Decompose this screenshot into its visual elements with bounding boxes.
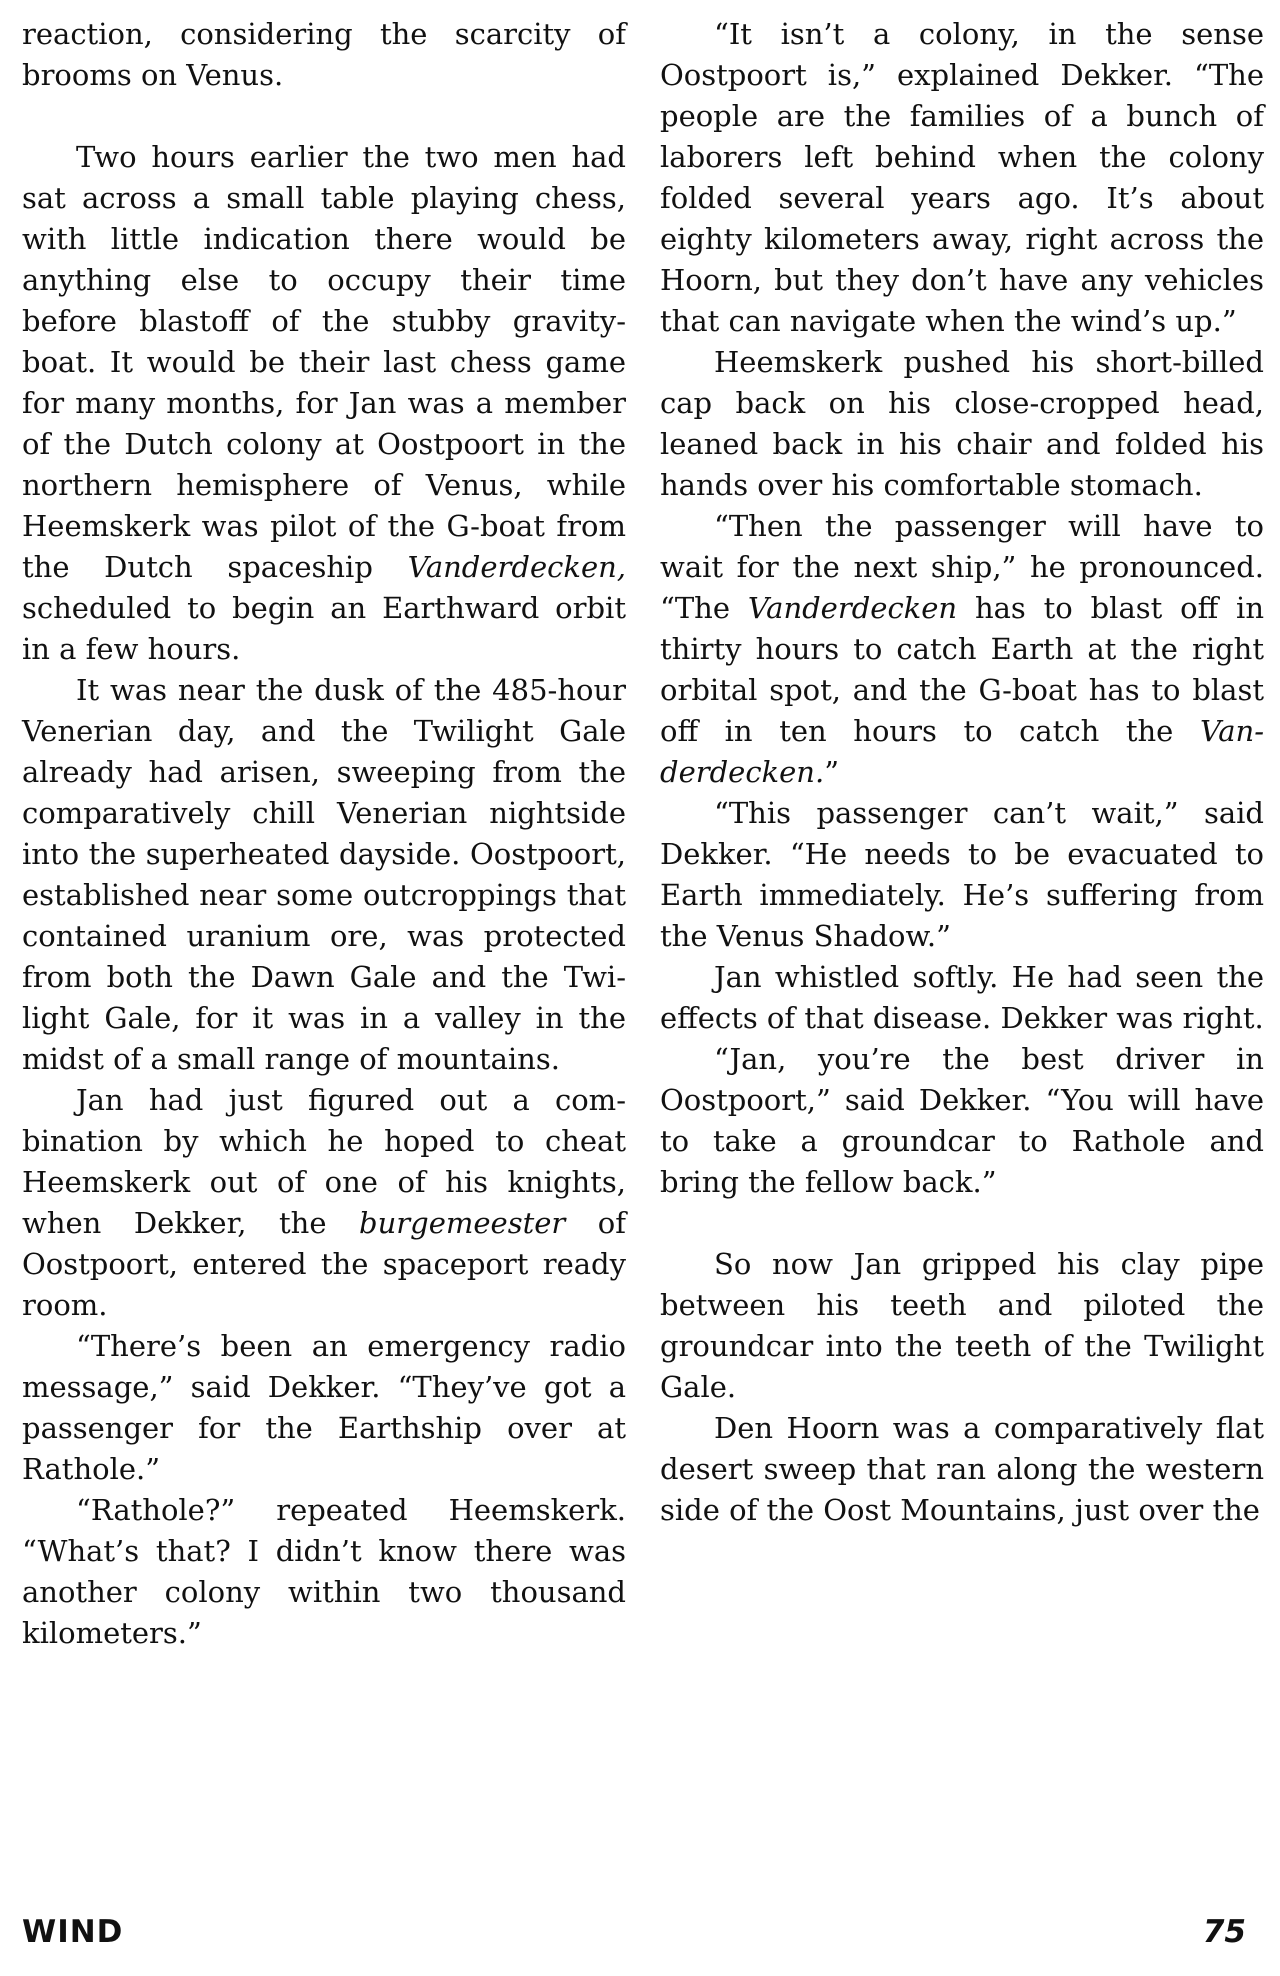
paragraph: reaction, considering the scarcity of brooms on Venus.: [22, 17, 626, 92]
paragraph: Den Hoorn was a comparatively flat desert sweep that ran along the western side of the Oost Mountains, just over the: [660, 1411, 1264, 1527]
paragraph: “Then the passenger will have to wait for the next ship,” he pronounced. “The Vanderdecken has to blast off in thirty hours to catch Earth at the right orbital spot, and the G-boat has to blast off in ten hours to catch the Vanderdecken.”: [660, 509, 1265, 789]
paragraph: Jan whistled softly. He had seen the effects of that disease. Dekker was right.: [660, 960, 1264, 1035]
running-footer-title: WIND: [22, 1914, 124, 1950]
section-break: [22, 96, 626, 137]
page-footer: [22, 1914, 1246, 1958]
section-break: [660, 1203, 1264, 1244]
paragraph: “Jan, you’re the best driver in Oostpoort,” said Dekker. “You will have to take a groundcar to Rathole and bring the fellow back.”: [660, 1042, 1264, 1199]
paragraph: “There’s been an emergency radio message,” said Dekker. “They’ve got a passenger for the Earthship over at Rathole.”: [22, 1329, 626, 1486]
left-column: [22, 14, 626, 1654]
right-column: [660, 14, 1264, 1531]
paragraph: Jan had just figured out a combination by which he hoped to cheat Heemskerk out of one of his knights, when Dekker, the burgemeester of Oostpoort, entered the spaceport ready room.: [22, 1083, 626, 1322]
page-number: 75: [1202, 1914, 1246, 1950]
paragraph: “Rathole?” repeated Heemskerk. “What’s that? I didn’t know there was another colony within two thousand kilometers.”: [22, 1493, 626, 1650]
paragraph: “This passenger can’t wait,” said Dekker. “He needs to be evacuated to Earth immediately. He’s suffering from the Venus Shadow.”: [660, 796, 1264, 953]
paragraph: So now Jan gripped his clay pipe between his teeth and piloted the groundcar into the teeth of the Twilight Gale.: [660, 1247, 1264, 1404]
paragraph: Heemskerk pushed his short-billed cap back on his close-cropped head, leaned back in his chair and folded his hands over his comfortable stomach.: [660, 345, 1264, 502]
paragraph: It was near the dusk of the 485-hour Venerian day, and the Twilight Gale already had arisen, sweeping from the comparatively chill Venerian nightside into the superheated dayside. Oostpoort, established near some outcroppings that contained uranium ore, was protected from both the Dawn Gale and the Twilight Gale, for it was in a valley in the midst of a small range of mountains.: [22, 673, 626, 1076]
paragraph: Two hours earlier the two men had sat across a small table playing chess, with little indication there would be anything else to occupy their time before blastoff of the stubby gravity-boat. It would be their last chess game for many months, for Jan was a member of the Dutch colony at Oostpoort in the northern hemisphere of Venus, while Heemskerk was pilot of the G-boat from the Dutch spaceship Vanderdecken, scheduled to begin an Earthward orbit in a few hours.: [22, 140, 626, 666]
paragraph: “It isn’t a colony, in the sense Oostpoort is,” explained Dekker. “The people are the families of a bunch of laborers left behind when the colony folded several years ago. It’s about eighty kilometers away, right across the Hoorn, but they don’t have any vehicles that can navigate when the wind’s up.”: [660, 17, 1264, 338]
